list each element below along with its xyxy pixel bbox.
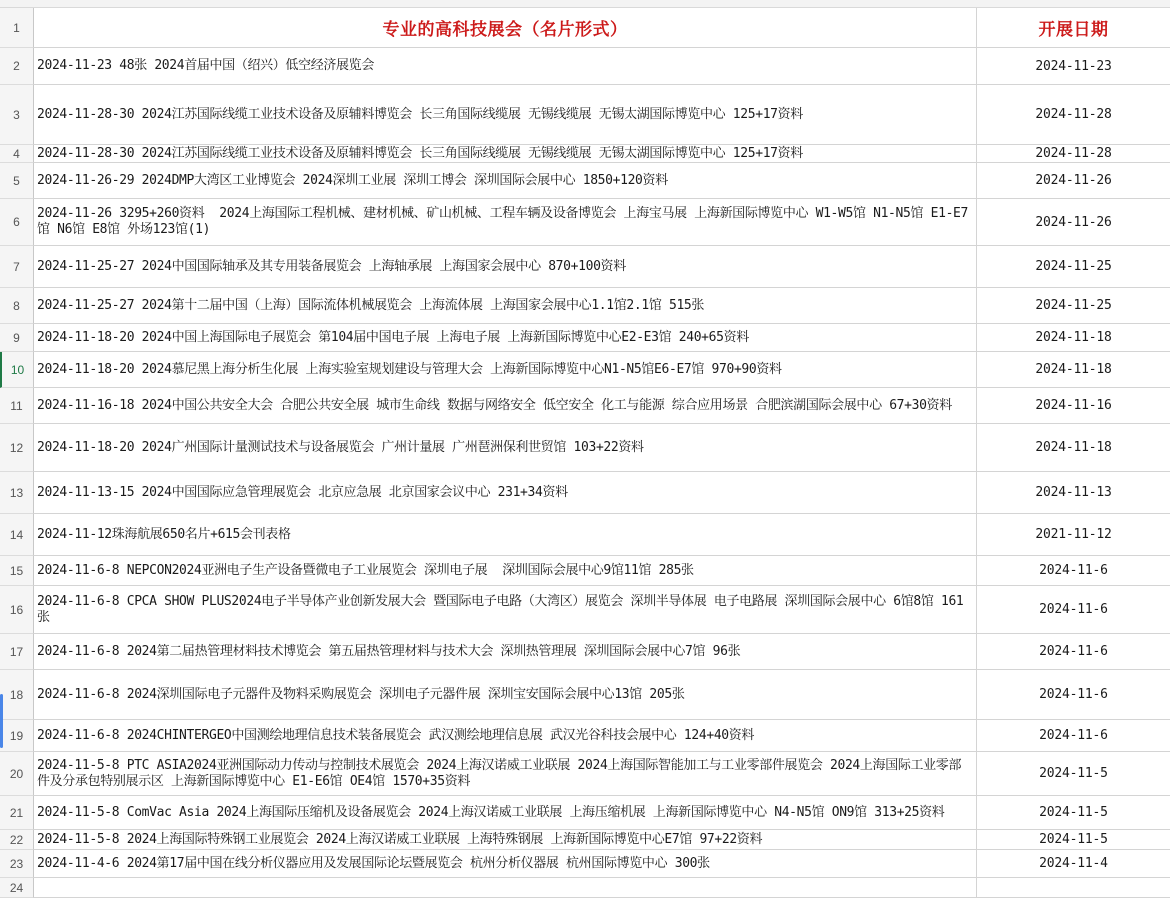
date-cell[interactable] xyxy=(977,388,1170,424)
date-cell[interactable] xyxy=(977,830,1170,850)
date-cell[interactable] xyxy=(977,796,1170,830)
date-cell[interactable] xyxy=(977,472,1170,514)
exhibition-text: 2024-11-26 3295+260资料 2024上海国际工程机械、建材机械、矿山机械、工程车辆及设备博览会 上海宝马展 上海新国际博览中心 W1-W5馆 N1-N5馆 E1-E7馆 N6馆 E8馆 外场123馆(1) xyxy=(37,206,969,237)
date-cell[interactable] xyxy=(977,199,1170,246)
header-row xyxy=(0,8,1170,48)
table-row xyxy=(0,556,1170,586)
row-number[interactable]: 16 xyxy=(0,586,34,634)
row-number[interactable]: 20 xyxy=(0,752,34,796)
table-row xyxy=(0,388,1170,424)
exhibition-cell[interactable] xyxy=(34,850,977,878)
row-number[interactable]: 19 xyxy=(0,720,34,752)
date-text: 2024-11-5 xyxy=(1039,805,1108,820)
exhibition-cell[interactable] xyxy=(34,324,977,352)
row-number[interactable]: 22 xyxy=(0,830,34,850)
table-row xyxy=(0,752,1170,796)
table-row xyxy=(0,720,1170,752)
exhibition-cell[interactable] xyxy=(34,163,977,199)
date-text: 2024-11-18 xyxy=(1035,330,1112,345)
date-text: 2024-11-28 xyxy=(1035,146,1112,161)
exhibition-cell[interactable] xyxy=(34,388,977,424)
exhibition-cell[interactable] xyxy=(34,288,977,324)
date-cell[interactable] xyxy=(977,850,1170,878)
table-row xyxy=(0,324,1170,352)
date-cell[interactable] xyxy=(977,556,1170,586)
row-number[interactable]: 23 xyxy=(0,850,34,878)
header-title: 专业的高科技展会（名片形式） xyxy=(382,20,628,40)
date-cell[interactable] xyxy=(977,634,1170,670)
exhibition-text: 2024-11-25-27 2024中国国际轴承及其专用装备展览会 上海轴承展 上海国家会展中心 870+100资料 xyxy=(37,258,626,274)
exhibition-cell[interactable] xyxy=(34,556,977,586)
row-number[interactable]: 3 xyxy=(0,85,34,145)
table-row xyxy=(0,850,1170,878)
exhibition-text: 2024-11-23 48张 2024首届中国（绍兴）低空经济展览会 xyxy=(37,58,374,73)
table-row xyxy=(0,796,1170,830)
table-row xyxy=(0,246,1170,288)
date-text: 2024-11-26 xyxy=(1035,214,1112,230)
column-header-strip xyxy=(0,0,1170,8)
date-text: 2024-11-28 xyxy=(1035,107,1112,122)
exhibition-cell[interactable] xyxy=(34,145,977,163)
table-row xyxy=(0,199,1170,246)
date-cell[interactable] xyxy=(977,424,1170,472)
exhibition-text: 2024-11-6-8 2024深圳国际电子元器件及物料采购展览会 深圳电子元器件展 深圳宝安国际会展中心13馆 205张 xyxy=(37,686,685,702)
row-number[interactable]: 5 xyxy=(0,163,34,199)
date-text: 2021-11-12 xyxy=(1035,527,1112,542)
date-cell[interactable] xyxy=(977,720,1170,752)
table-row xyxy=(0,830,1170,850)
exhibition-text: 2024-11-5-8 ComVac Asia 2024上海国际压缩机及设备展览会 2024上海汉诺威工业联展 上海压缩机展 上海新国际博览中心 N4-N5馆 ON9馆 313+25资料 xyxy=(37,804,945,820)
exhibition-cell[interactable] xyxy=(34,830,977,850)
exhibition-text: 2024-11-16-18 2024中国公共安全大会 合肥公共安全展 城市生命线 数据与网络安全 低空安全 化工与能源 综合应用场景 合肥滨湖国际会展中心 67+30资料 xyxy=(37,397,952,413)
row-number[interactable]: 1 xyxy=(0,8,34,48)
row-number[interactable]: 9 xyxy=(0,324,34,352)
row-number[interactable]: 8 xyxy=(0,288,34,324)
row-number[interactable]: 10 xyxy=(0,352,34,388)
row-number[interactable]: 24 xyxy=(0,878,34,898)
exhibition-text: 2024-11-18-20 2024中国上海国际电子展览会 第104届中国电子展 上海电子展 上海新国际博览中心E2-E3馆 240+65资料 xyxy=(37,329,749,345)
exhibition-cell[interactable] xyxy=(34,670,977,720)
row-number[interactable]: 14 xyxy=(0,514,34,556)
row-number[interactable]: 21 xyxy=(0,796,34,830)
exhibition-cell[interactable] xyxy=(34,514,977,556)
row-number[interactable]: 6 xyxy=(0,199,34,246)
exhibition-cell[interactable] xyxy=(34,752,977,796)
date-cell[interactable] xyxy=(977,48,1170,85)
date-cell[interactable] xyxy=(977,246,1170,288)
row-number[interactable]: 11 xyxy=(0,388,34,424)
date-cell[interactable] xyxy=(977,163,1170,199)
exhibition-text: 2024-11-6-8 2024CHINTERGEO中国测绘地理信息技术装备展览会 武汉测绘地理信息展 武汉光谷科技会展中心 124+40资料 xyxy=(37,727,755,743)
header-cell-date[interactable] xyxy=(977,8,1170,48)
table-row xyxy=(0,48,1170,85)
row-number[interactable]: 7 xyxy=(0,246,34,288)
date-cell[interactable] xyxy=(977,288,1170,324)
date-text: 2024-11-18 xyxy=(1035,440,1112,455)
row-number[interactable]: 17 xyxy=(0,634,34,670)
exhibition-cell[interactable] xyxy=(34,199,977,246)
table-row xyxy=(0,163,1170,199)
exhibition-text: 2024-11-18-20 2024慕尼黑上海分析生化展 上海实验室规划建设与管理大会 上海新国际博览中心N1-N5馆E6-E7馆 970+90资料 xyxy=(37,361,782,377)
table-row xyxy=(0,670,1170,720)
date-text: 2024-11-6 xyxy=(1039,644,1108,659)
row-number[interactable]: 4 xyxy=(0,145,34,163)
exhibition-cell[interactable] xyxy=(34,472,977,514)
date-text: 2024-11-13 xyxy=(1035,485,1112,500)
table-row xyxy=(0,424,1170,472)
exhibition-text: 2024-11-28-30 2024江苏国际线缆工业技术设备及原辅料博览会 长三角国际线缆展 无锡线缆展 无锡太湖国际博览中心 125+17资料 xyxy=(37,106,803,122)
date-text: 2024-11-25 xyxy=(1035,259,1112,274)
header-cell-title[interactable] xyxy=(34,8,977,48)
exhibition-cell[interactable] xyxy=(34,85,977,145)
date-text: 2024-11-16 xyxy=(1035,398,1112,413)
row-number[interactable]: 18 xyxy=(0,670,34,720)
table-row xyxy=(0,85,1170,145)
exhibition-text: 2024-11-6-8 2024第二届热管理材料技术博览会 第五届热管理材料与技术大会 深圳热管理展 深圳国际会展中心7馆 96张 xyxy=(37,643,741,659)
table-row xyxy=(0,586,1170,634)
table-row xyxy=(0,352,1170,388)
exhibition-text: 2024-11-28-30 2024江苏国际线缆工业技术设备及原辅料博览会 长三角国际线缆展 无锡线缆展 无锡太湖国际博览中心 125+17资料 xyxy=(37,145,803,161)
exhibition-text: 2024-11-12珠海航展650名片+615会刊表格 xyxy=(37,526,291,542)
exhibition-text: 2024-11-26-29 2024DMP大湾区工业博览会 2024深圳工业展 深圳工博会 深圳国际会展中心 1850+120资料 xyxy=(37,172,668,188)
exhibition-cell[interactable] xyxy=(34,352,977,388)
table-row xyxy=(0,878,1170,898)
table-row xyxy=(0,472,1170,514)
date-cell[interactable] xyxy=(977,752,1170,796)
date-cell[interactable] xyxy=(977,878,1170,898)
date-text: 2024-11-4 xyxy=(1039,856,1108,871)
date-cell[interactable] xyxy=(977,514,1170,556)
exhibition-text: 2024-11-13-15 2024中国国际应急管理展览会 北京应急展 北京国家会议中心 231+34资料 xyxy=(37,484,568,500)
date-text: 2024-11-18 xyxy=(1035,362,1112,377)
date-cell[interactable] xyxy=(977,145,1170,163)
date-cell[interactable] xyxy=(977,586,1170,634)
date-text: 2024-11-6 xyxy=(1039,563,1108,578)
date-text: 2024-11-26 xyxy=(1035,173,1112,188)
date-text: 2024-11-6 xyxy=(1039,602,1108,617)
exhibition-cell[interactable] xyxy=(34,634,977,670)
date-text: 2024-11-6 xyxy=(1039,728,1108,743)
exhibition-cell[interactable] xyxy=(34,48,977,85)
exhibition-text: 2024-11-6-8 NEPCON2024亚洲电子生产设备暨微电子工业展览会 深圳电子展 深圳国际会展中心9馆11馆 285张 xyxy=(37,562,694,578)
exhibition-cell[interactable] xyxy=(34,586,977,634)
exhibition-cell[interactable] xyxy=(34,246,977,288)
date-cell[interactable] xyxy=(977,324,1170,352)
row-number[interactable]: 12 xyxy=(0,424,34,472)
row-number[interactable]: 13 xyxy=(0,472,34,514)
exhibition-text: 2024-11-25-27 2024第十二届中国（上海）国际流体机械展览会 上海流体展 上海国家会展中心1.1馆2.1馆 515张 xyxy=(37,297,705,313)
table-row xyxy=(0,514,1170,556)
exhibition-cell[interactable] xyxy=(34,878,977,898)
date-text: 2024-11-23 xyxy=(1035,58,1112,74)
date-text: 2024-11-5 xyxy=(1039,766,1108,781)
date-text: 2024-11-5 xyxy=(1039,832,1108,847)
exhibition-text: 2024-11-5-8 PTC ASIA2024亚洲国际动力传动与控制技术展览会 2024上海汉诺威工业联展 2024上海国际智能加工与工业零部件展览会 2024上海国际工业零部件及分承包特别展示区 上海新国际博览中心 E1-E6馆 OE4馆 1570+35资料 xyxy=(37,757,962,789)
table-row xyxy=(0,145,1170,163)
selection-marker xyxy=(0,694,3,748)
exhibition-text: 2024-11-18-20 2024广州国际计量测试技术与设备展览会 广州计量展 广州琶洲保利世贸馆 103+22资料 xyxy=(37,439,644,455)
date-text: 2024-11-6 xyxy=(1039,687,1108,702)
exhibition-cell[interactable] xyxy=(34,424,977,472)
exhibition-text: 2024-11-6-8 CPCA SHOW PLUS2024电子半导体产业创新发展大会 暨国际电子电路（大湾区）展览会 深圳半导体展 电子电路展 深圳国际会展中心 6馆8馆 161张 xyxy=(37,593,964,625)
table-row xyxy=(0,288,1170,324)
date-text: 2024-11-25 xyxy=(1035,298,1112,313)
exhibition-cell[interactable] xyxy=(34,796,977,830)
date-cell[interactable] xyxy=(977,85,1170,145)
exhibition-text: 2024-11-4-6 2024第17届中国在线分析仪器应用及发展国际论坛暨展览会 杭州分析仪器展 杭州国际博览中心 300张 xyxy=(37,855,710,871)
date-cell[interactable] xyxy=(977,670,1170,720)
date-cell[interactable] xyxy=(977,352,1170,388)
header-date-label: 开展日期 xyxy=(1038,20,1109,40)
row-number[interactable]: 2 xyxy=(0,48,34,85)
exhibition-cell[interactable] xyxy=(34,720,977,752)
table-row xyxy=(0,634,1170,670)
row-number[interactable]: 15 xyxy=(0,556,34,586)
exhibition-text: 2024-11-5-8 2024上海国际特殊钢工业展览会 2024上海汉诺威工业联展 上海特殊钢展 上海新国际博览中心E7馆 97+22资料 xyxy=(37,831,763,847)
